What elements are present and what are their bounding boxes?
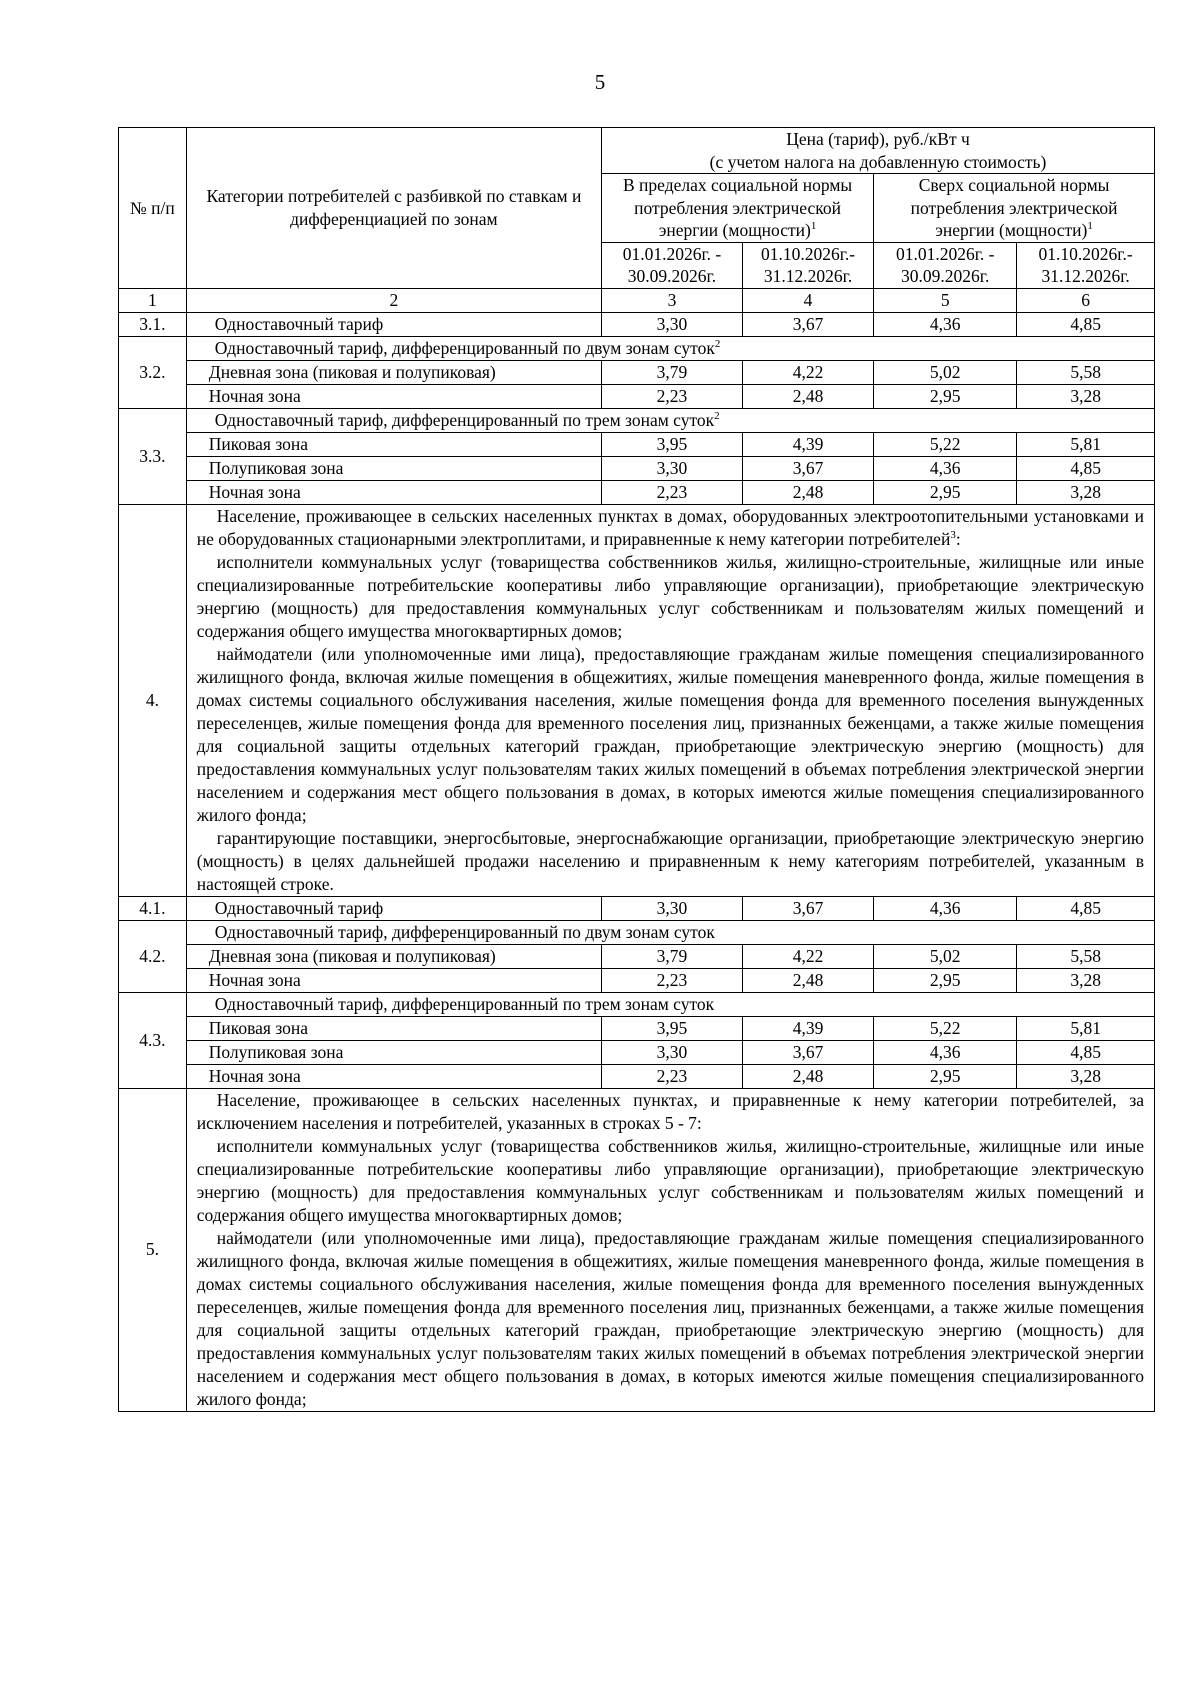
table-row — [119, 480, 1155, 504]
value-cell: 3,67 — [742, 1040, 873, 1064]
footnote-ref: 3 — [950, 528, 956, 541]
row-num: 3.1. — [119, 312, 187, 336]
row-num: 3.2. — [119, 336, 187, 408]
group-title — [186, 336, 1154, 360]
header-price-subtitle: (с учетом налога на добавленную стоимость) — [709, 151, 1047, 172]
col-number: 6 — [1017, 288, 1155, 312]
value-cell: 3,28 — [1017, 968, 1155, 992]
table-row — [119, 384, 1155, 408]
description-text: Население, проживающее в сельских населенных пунктах в домах, оборудованных электроотопительными установками и не оборудованных стационарными электроплитами, и приравненные к нему категории потребителей — [196, 505, 1144, 549]
value-cell: 3,30 — [602, 896, 743, 920]
value-cell: 4,22 — [742, 360, 873, 384]
value-cell: 3,30 — [602, 312, 743, 336]
value-cell: 2,48 — [742, 480, 873, 504]
header-category: Категории потребителей с разбивкой по ставкам и дифференциацией по зонам — [186, 128, 601, 289]
value-cell: 3,79 — [602, 944, 743, 968]
header-period-4: 01.10.2026г.- 31.12.2026г. — [1017, 242, 1155, 288]
col-number: 5 — [874, 288, 1017, 312]
category-description — [186, 1088, 1154, 1411]
description-paragraph: гарантирующие поставщики, энергосбытовые, энергоснабжающие организации, приобретающие электрическую энергию (мощность) в целях дальнейшей продажи населению и приравненным к нему категориям потребителей, указанным в настоящей строке. — [196, 827, 1144, 894]
value-cell: 3,67 — [742, 896, 873, 920]
group-title-text: Одноставочный тариф, дифференцированный по двум зонам суток — [214, 337, 715, 358]
header-price — [602, 128, 1155, 174]
value-cell: 2,95 — [874, 1064, 1017, 1088]
value-cell: 3,30 — [602, 456, 743, 480]
page-number: 5 — [594, 70, 606, 94]
table-row — [119, 336, 1155, 360]
description-paragraph — [197, 505, 1144, 551]
table-row — [119, 432, 1155, 456]
value-cell: 2,23 — [602, 1064, 743, 1088]
header-period-2: 01.10.2026г.- 31.12.2026г. — [742, 242, 873, 288]
col-number: 4 — [742, 288, 873, 312]
value-cell: 3,30 — [602, 1040, 743, 1064]
row-num: 4.2. — [119, 920, 187, 992]
table-row — [119, 1088, 1155, 1411]
row-label: Дневная зона (пиковая и полупиковая) — [186, 944, 601, 968]
value-cell: 4,39 — [742, 432, 873, 456]
value-cell: 4,85 — [1017, 312, 1155, 336]
header-row — [119, 128, 1155, 174]
value-cell: 3,67 — [742, 312, 873, 336]
row-label: Ночная зона — [186, 480, 601, 504]
tariff-table — [118, 127, 1155, 1412]
col-number: 2 — [186, 288, 601, 312]
header-above-norm-text: Сверх социальной нормы потребления электрической энергии (мощности) — [910, 175, 1118, 240]
footnote-ref: 1 — [1087, 220, 1093, 233]
value-cell: 3,67 — [742, 456, 873, 480]
row-label: Полупиковая зона — [186, 1040, 601, 1064]
table-row — [119, 1016, 1155, 1040]
row-label: Одноставочный тариф — [186, 312, 601, 336]
value-cell: 3,79 — [602, 360, 743, 384]
value-cell: 3,28 — [1017, 384, 1155, 408]
value-cell: 4,85 — [1017, 456, 1155, 480]
row-label: Дневная зона (пиковая и полупиковая) — [186, 360, 601, 384]
column-number-row — [119, 288, 1155, 312]
row-label: Ночная зона — [186, 968, 601, 992]
value-cell: 5,22 — [874, 432, 1017, 456]
value-cell: 5,02 — [874, 360, 1017, 384]
table-row — [119, 360, 1155, 384]
table-row — [119, 504, 1155, 896]
table-row — [119, 312, 1155, 336]
group-title — [186, 408, 1154, 432]
row-num: 4. — [119, 504, 187, 896]
table-row — [119, 456, 1155, 480]
value-cell: 5,58 — [1017, 944, 1155, 968]
value-cell: 2,48 — [742, 968, 873, 992]
row-num: 5. — [119, 1088, 187, 1411]
value-cell: 2,95 — [874, 968, 1017, 992]
value-cell: 4,22 — [742, 944, 873, 968]
value-cell: 2,95 — [874, 384, 1017, 408]
value-cell: 4,39 — [742, 1016, 873, 1040]
row-label: Пиковая зона — [186, 432, 601, 456]
value-cell: 5,81 — [1017, 432, 1155, 456]
value-cell: 2,48 — [742, 1064, 873, 1088]
group-title-text: Одноставочный тариф, дифференцированный по трем зонам суток — [214, 409, 715, 430]
row-num: 3.3. — [119, 408, 187, 504]
value-cell: 3,28 — [1017, 1064, 1155, 1088]
table-row — [119, 408, 1155, 432]
row-label: Пиковая зона — [186, 1016, 601, 1040]
row-num: 4.1. — [119, 896, 187, 920]
value-cell: 4,85 — [1017, 1040, 1155, 1064]
value-cell: 2,23 — [602, 384, 743, 408]
table-row — [119, 896, 1155, 920]
footnote-ref: 2 — [714, 337, 721, 350]
header-period-1: 01.01.2026г. - 30.09.2026г. — [602, 242, 743, 288]
col-number: 3 — [602, 288, 743, 312]
description-paragraph: наймодатели (или уполномоченные ими лица), предоставляющие гражданам жилые помещения специализированного жилищного фонда, включая жилые помещения в общежитиях, жилые помещения маневренного фонда, жилые помещения в домах системы социального обслуживания населения, жилые помещения фонда для временного поселения вынужденных переселенцев, жилые помещения фонда для временного поселения лиц, признанных беженцами, а также жилые помещения для социальной защиты отдельных категорий граждан, приобретающие электрическую энергию (мощность) для предоставления коммунальных услуг пользователям таких жилых помещений в объемах потребления электрической энергии населением и содержания мест общего пользования в домах, в которых имеются жилые помещения специализированного жилого фонда; — [196, 643, 1144, 825]
header-within-norm — [602, 174, 874, 243]
header-price-title: Цена (тариф), руб./кВт ч — [786, 129, 970, 149]
header-period-3: 01.01.2026г. - 30.09.2026г. — [874, 242, 1017, 288]
value-cell: 2,95 — [874, 480, 1017, 504]
row-label: Ночная зона — [186, 384, 601, 408]
table-row — [119, 1040, 1155, 1064]
header-num: № п/п — [119, 128, 187, 289]
header-within-norm-text: В пределах социальной нормы потребления электрической энергии (мощности) — [623, 175, 853, 240]
value-cell: 4,85 — [1017, 896, 1155, 920]
value-cell: 4,36 — [874, 312, 1017, 336]
value-cell: 5,22 — [874, 1016, 1017, 1040]
col-number: 1 — [119, 288, 187, 312]
description-text: : — [955, 528, 961, 549]
description-paragraph: исполнители коммунальных услуг (товарищества собственников жилья, жилищно-строительные, жилищные или иные специализированные потребительские кооперативы либо управляющие организации), приобретающие электрическую энергию (мощность) для предоставления коммунальных услуг собственникам и пользователям жилых помещений и содержания общего имущества многоквартирных домов; — [196, 1135, 1144, 1225]
row-label: Одноставочный тариф — [186, 896, 601, 920]
row-label: Ночная зона — [186, 1064, 601, 1088]
value-cell: 4,36 — [874, 1040, 1017, 1064]
table-row — [119, 944, 1155, 968]
value-cell: 5,58 — [1017, 360, 1155, 384]
value-cell: 2,23 — [602, 968, 743, 992]
footnote-ref: 2 — [714, 409, 720, 422]
group-title: Одноставочный тариф, дифференцированный по трем зонам суток — [186, 992, 1154, 1016]
value-cell: 5,02 — [874, 944, 1017, 968]
table-row — [119, 1064, 1155, 1088]
table-row — [119, 968, 1155, 992]
table-row — [119, 992, 1155, 1016]
value-cell: 2,23 — [602, 480, 743, 504]
value-cell: 3,95 — [602, 1016, 743, 1040]
value-cell: 4,36 — [874, 896, 1017, 920]
footnote-ref: 1 — [810, 220, 817, 233]
row-num: 4.3. — [119, 992, 187, 1088]
category-description — [186, 504, 1154, 896]
value-cell: 4,36 — [874, 456, 1017, 480]
description-paragraph: наймодатели (или уполномоченные ими лица), предоставляющие гражданам жилые помещения специализированного жилищного фонда, включая жилые помещения в общежитиях, жилые помещения маневренного фонда, жилые помещения в домах системы социального обслуживания населения, жилые помещения фонда для временного поселения вынужденных переселенцев, жилые помещения фонда для временного поселения лиц, признанных беженцами, а также жилые помещения для социальной защиты отдельных категорий граждан, приобретающие электрическую энергию (мощность) для предоставления коммунальных услуг пользователям таких жилых помещений в объемах потребления электрической энергии населением и содержания мест общего пользования в домах, в которых имеются жилые помещения специализированного жилого фонда; — [196, 1227, 1144, 1409]
value-cell: 2,48 — [742, 384, 873, 408]
value-cell: 3,28 — [1017, 480, 1155, 504]
group-title: Одноставочный тариф, дифференцированный по двум зонам суток — [186, 920, 1154, 944]
value-cell: 5,81 — [1017, 1016, 1155, 1040]
value-cell: 3,95 — [602, 432, 743, 456]
description-paragraph: Население, проживающее в сельских населенных пунктах, и приравненные к нему категории потребителей, за исключением населения и потребителей, указанных в строках 5 - 7: — [196, 1089, 1144, 1133]
header-above-norm — [874, 174, 1155, 243]
row-label: Полупиковая зона — [186, 456, 601, 480]
description-paragraph: исполнители коммунальных услуг (товарищества собственников жилья, жилищно-строительные, жилищные или иные специализированные потребительские кооперативы либо управляющие организации), приобретающие электрическую энергию (мощность) для предоставления коммунальных услуг собственникам и пользователям жилых помещений и содержания общего имущества многоквартирных домов; — [196, 551, 1144, 641]
table-row — [119, 920, 1155, 944]
